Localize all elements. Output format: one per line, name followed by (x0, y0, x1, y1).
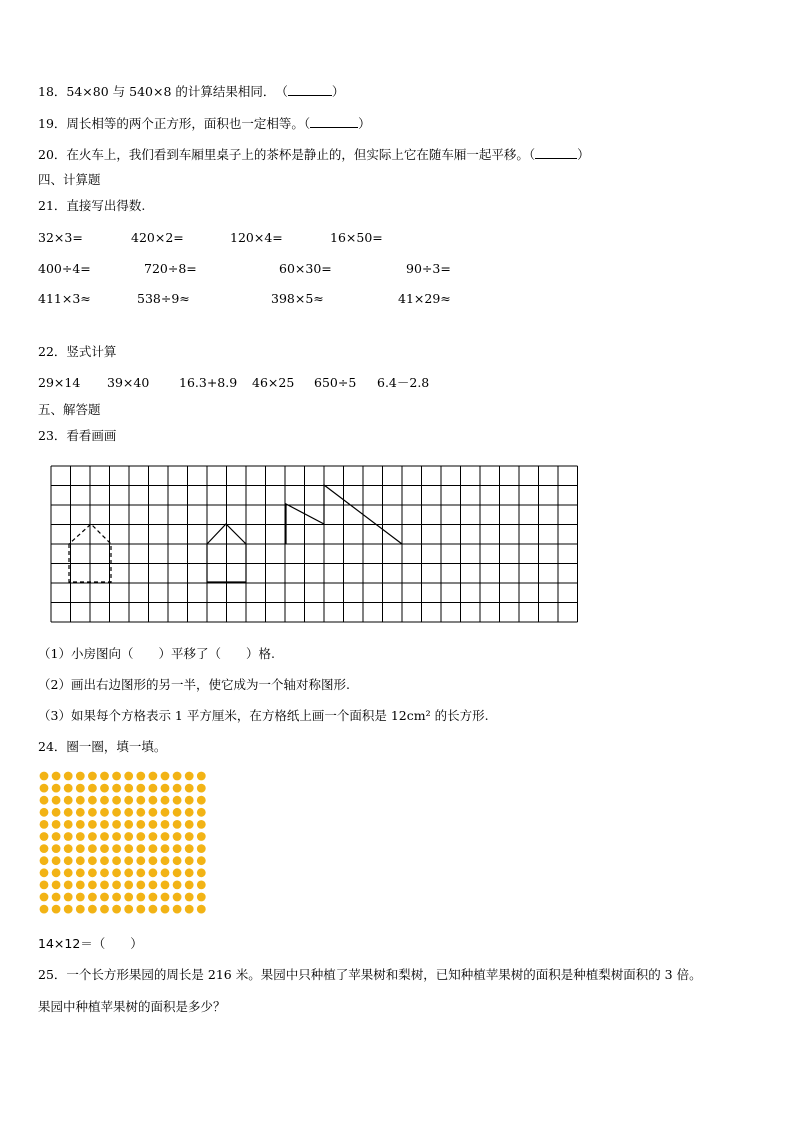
dot (88, 820, 97, 829)
calc-item: 32×3= (38, 230, 83, 245)
dot (52, 832, 61, 841)
dot (76, 796, 85, 805)
question-20-text: 20．在火车上，我们看到车厢里桌子上的茶杯是静止的，但实际上它在随车厢一起平移。（ (38, 147, 536, 162)
dot (112, 796, 121, 805)
dot (136, 832, 145, 841)
dot (40, 820, 49, 829)
dot (52, 881, 61, 890)
dot (112, 893, 121, 902)
dot (64, 844, 73, 853)
dot (112, 905, 121, 914)
dot (124, 832, 133, 841)
dot (124, 820, 133, 829)
dot (40, 796, 49, 805)
vertical-calc-item: 16.3+8.9 (179, 375, 238, 390)
answer-blank-19[interactable] (310, 115, 358, 128)
dot (76, 808, 85, 817)
dot (136, 820, 145, 829)
calc-item: 16×50= (330, 230, 383, 245)
dot (52, 808, 61, 817)
dot (64, 856, 73, 865)
dot (52, 820, 61, 829)
dot (173, 881, 182, 890)
dot (40, 808, 49, 817)
section-4-heading: 四、计算题 (38, 172, 101, 187)
dot (88, 844, 97, 853)
dot (88, 893, 97, 902)
dot (100, 893, 109, 902)
dot-array[interactable] (38, 770, 214, 918)
dot (173, 893, 182, 902)
vertical-calc-item: 29×14 (38, 375, 81, 390)
dot (185, 784, 194, 793)
dot (161, 772, 170, 781)
dot (40, 881, 49, 890)
grid-lines (51, 466, 578, 622)
dot (88, 868, 97, 877)
dot (173, 796, 182, 805)
dot-grid (40, 772, 206, 914)
calc-item: 720÷8= (144, 261, 197, 276)
calc-item: 400÷4= (38, 261, 91, 276)
dot (124, 844, 133, 853)
dot (112, 832, 121, 841)
dot (40, 893, 49, 902)
dot (185, 796, 194, 805)
dot (197, 905, 206, 914)
dot (64, 772, 73, 781)
vertical-calc-item: 650÷5 (314, 375, 357, 390)
calc-item: 411×3≈ (38, 291, 91, 306)
question-24-title: 24．圈一圈，填一填。 (38, 739, 167, 754)
dot (112, 868, 121, 877)
dot (136, 905, 145, 914)
dot (100, 856, 109, 865)
answer-blank-18[interactable] (288, 83, 332, 96)
dot (64, 881, 73, 890)
question-22-title: 22．竖式计算 (38, 344, 117, 359)
dot (64, 820, 73, 829)
dot (64, 832, 73, 841)
graph-paper[interactable] (50, 465, 580, 623)
dot (76, 868, 85, 877)
dot (136, 856, 145, 865)
dot (149, 772, 158, 781)
calc-item: 420×2= (131, 230, 184, 245)
dot (100, 881, 109, 890)
dot (64, 893, 73, 902)
question-23-part-3: （3）如果每个方格表示 1 平方厘米，在方格纸上画一个面积是 12cm² 的长方形. (38, 708, 489, 723)
dot (161, 856, 170, 865)
dot (88, 832, 97, 841)
calc-item: 398×5≈ (271, 291, 324, 306)
calc-item: 120×4= (230, 230, 283, 245)
dot (161, 796, 170, 805)
dot (76, 856, 85, 865)
dot (197, 868, 206, 877)
dot (136, 893, 145, 902)
dot (76, 772, 85, 781)
dot (185, 868, 194, 877)
dot (185, 905, 194, 914)
dot (149, 844, 158, 853)
dot (112, 856, 121, 865)
dot (100, 832, 109, 841)
dot (52, 784, 61, 793)
dot (185, 893, 194, 902)
question-18-text: 18．54×80 与 540×8 的计算结果相同． （ (38, 84, 288, 99)
dot (173, 868, 182, 877)
dot (52, 893, 61, 902)
dot (88, 772, 97, 781)
dot (173, 844, 182, 853)
dot (40, 868, 49, 877)
dot (161, 868, 170, 877)
question-23-title: 23．看看画画 (38, 428, 117, 443)
question-24-formula: 14×12＝（ ） (38, 936, 143, 951)
dot (149, 905, 158, 914)
dot (100, 868, 109, 877)
dot (136, 796, 145, 805)
calc-item: 90÷3= (406, 261, 451, 276)
question-19-text: 19．周长相等的两个正方形，面积也一定相等。（ (38, 116, 311, 131)
dot (76, 832, 85, 841)
dot (88, 856, 97, 865)
dot (100, 772, 109, 781)
dot (185, 844, 194, 853)
dot (88, 881, 97, 890)
dot (149, 881, 158, 890)
dot (76, 881, 85, 890)
dot (149, 796, 158, 805)
dot (197, 832, 206, 841)
dot (52, 844, 61, 853)
dot (136, 844, 145, 853)
dot (100, 844, 109, 853)
dot (197, 796, 206, 805)
question-25-line-1: 25．一个长方形果园的周长是 216 米。果园中只种植了苹果树和梨树，已知种植苹果树的面积是种植梨树面积的 3 倍。 (38, 967, 702, 982)
dot (52, 796, 61, 805)
calc-item: 41×29≈ (398, 291, 451, 306)
dot (185, 856, 194, 865)
dot (40, 832, 49, 841)
dot (76, 905, 85, 914)
question-23-part-1: （1）小房图向（ ）平移了（ ）格. (38, 646, 275, 661)
dot (64, 808, 73, 817)
dot (100, 784, 109, 793)
dot (124, 772, 133, 781)
dot (185, 808, 194, 817)
calc-item: 538÷9≈ (137, 291, 190, 306)
question-19: 19．周长相等的两个正方形，面积也一定相等。（ ） (38, 116, 371, 131)
answer-blank-20[interactable] (535, 146, 577, 159)
dot (52, 856, 61, 865)
dot (161, 808, 170, 817)
dot (76, 893, 85, 902)
dot (124, 808, 133, 817)
dot (124, 856, 133, 865)
dot (40, 772, 49, 781)
dot (197, 808, 206, 817)
dot (88, 796, 97, 805)
dot (40, 784, 49, 793)
dot (185, 832, 194, 841)
dot (112, 784, 121, 793)
dot (88, 808, 97, 817)
dot (124, 796, 133, 805)
dot (149, 784, 158, 793)
dot (197, 784, 206, 793)
dot (76, 820, 85, 829)
dot (100, 796, 109, 805)
vertical-calc-item: 46×25 (252, 375, 295, 390)
dot (185, 772, 194, 781)
dot (185, 881, 194, 890)
dot (173, 820, 182, 829)
dot (124, 905, 133, 914)
dot (197, 881, 206, 890)
dot (136, 808, 145, 817)
dot (100, 905, 109, 914)
calc-item: 60×30= (279, 261, 332, 276)
dot (124, 881, 133, 890)
question-18: 18．54×80 与 540×8 的计算结果相同． （ ） (38, 84, 345, 99)
dot (197, 893, 206, 902)
dot (173, 832, 182, 841)
dot (112, 881, 121, 890)
dot (197, 820, 206, 829)
dot (136, 868, 145, 877)
dot (52, 772, 61, 781)
dot (161, 784, 170, 793)
dot (136, 881, 145, 890)
question-23-part-2: （2）画出右边图形的另一半，使它成为一个轴对称图形. (38, 677, 350, 692)
dot (64, 784, 73, 793)
dot (124, 893, 133, 902)
dot (100, 808, 109, 817)
dot (161, 905, 170, 914)
dot (161, 881, 170, 890)
dot (112, 808, 121, 817)
dot (40, 905, 49, 914)
section-5-heading: 五、解答题 (38, 402, 101, 417)
dot (64, 868, 73, 877)
question-20: 20．在火车上，我们看到车厢里桌子上的茶杯是静止的，但实际上它在随车厢一起平移。（ ） (38, 147, 590, 162)
dot (197, 856, 206, 865)
dot (40, 844, 49, 853)
dot (161, 832, 170, 841)
dot (112, 844, 121, 853)
dot (136, 772, 145, 781)
question-25-line-2: 果园中种植苹果树的面积是多少？ (38, 999, 226, 1014)
dot (173, 784, 182, 793)
dot (173, 808, 182, 817)
dot (124, 868, 133, 877)
dot (161, 893, 170, 902)
dot (136, 784, 145, 793)
question-21-title: 21．直接写出得数. (38, 198, 146, 213)
dot (173, 772, 182, 781)
dot (149, 808, 158, 817)
dot (112, 820, 121, 829)
dot (76, 784, 85, 793)
dot (149, 832, 158, 841)
dot (124, 784, 133, 793)
dot (161, 844, 170, 853)
dot (76, 844, 85, 853)
dot (52, 905, 61, 914)
dot (64, 796, 73, 805)
dot (40, 856, 49, 865)
dot (161, 820, 170, 829)
dot (64, 905, 73, 914)
dot (149, 856, 158, 865)
dot (197, 772, 206, 781)
dot (173, 905, 182, 914)
dot (88, 784, 97, 793)
dot (112, 772, 121, 781)
dot (149, 868, 158, 877)
dot (185, 820, 194, 829)
vertical-calc-item: 6.4－2.8 (377, 375, 430, 390)
dot (149, 893, 158, 902)
vertical-calc-item: 39×40 (107, 375, 150, 390)
dot (197, 844, 206, 853)
dot (149, 820, 158, 829)
dot (88, 905, 97, 914)
dot (52, 868, 61, 877)
dot (100, 820, 109, 829)
dot (173, 856, 182, 865)
